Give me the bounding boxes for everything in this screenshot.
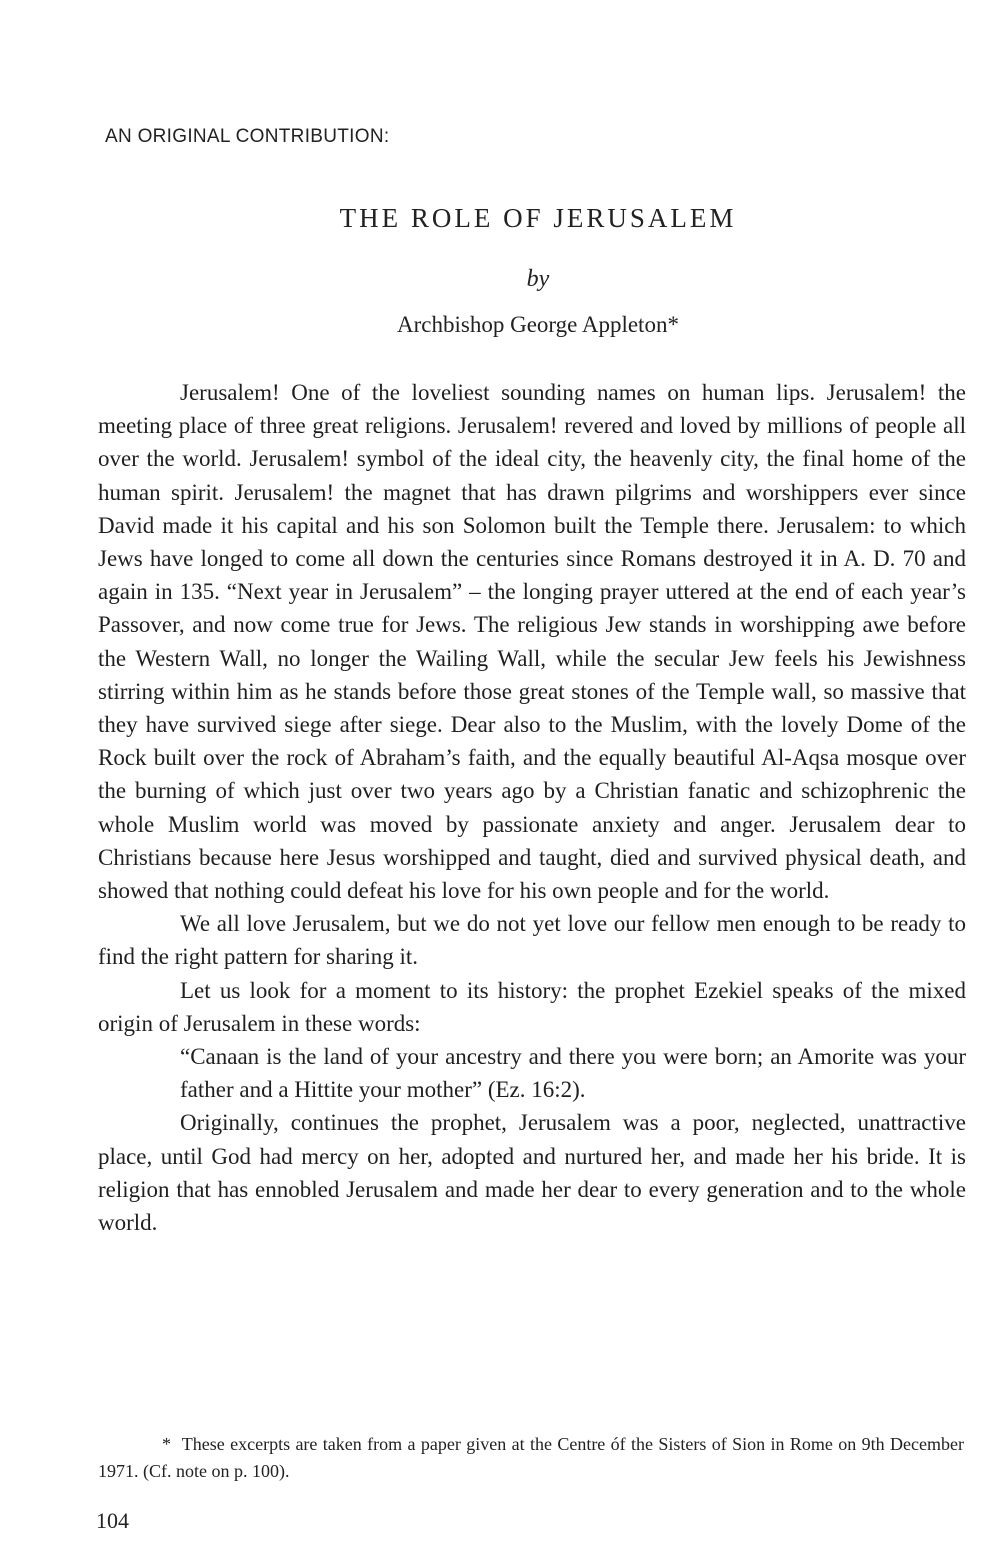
footnote bbox=[98, 1431, 964, 1485]
body-paragraph: We all love Jerusalem, but we do not yet love our fellow men enough to be ready to find the right pattern for sharing it. bbox=[98, 911, 966, 970]
article-title: THE ROLE OF JERUSALEM bbox=[339, 203, 737, 233]
article-body bbox=[98, 376, 966, 1239]
footnote-content bbox=[98, 1431, 964, 1485]
section-kicker: AN ORIGINAL CONTRIBUTION: bbox=[105, 126, 390, 147]
byline: by bbox=[526, 266, 550, 292]
footnote-marker: * bbox=[162, 1434, 171, 1454]
scripture-quote: “Canaan is the land of your ancestry and there you were born; an Amorite was your father and a Hittite your mother” (Ez. 16:2). bbox=[180, 1044, 966, 1103]
footnote-text: These excerpts are taken from a paper given at the Centre óf the Sisters of Sion in Rome on 9th December 1971. (Cf. note on p. 100). bbox=[98, 1434, 964, 1481]
body-paragraph: Let us look for a moment to its history: the prophet Ezekiel speaks of the mixed origin of Jerusalem in these words: bbox=[98, 977, 966, 1036]
body-paragraph: Jerusalem! One of the loveliest sounding names on human lips. Jerusalem! the meeting place of three great religions. Jerusalem! revered and loved by millions of people all over the world. Jerusalem! symbol of the ideal city, the heavenly city, the final home of the human spirit. Jerusalem! the magnet that has drawn pilgrims and worshippers ever since David made it his capital and his son Solomon built the Temple there. Jerusalem: to which Jews have longed to come all down the centuries since Romans destroyed it in A. D. 70 and again in 135. “Next year in Jerusalem” – the longing prayer uttered at the end of each year’s Passover, and now come true for Jews. The religious Jew stands in worshipping awe before the Western Wall, no longer the Wailing Wall, while the secular Jew feels his Jewishness stirring within him as he stands before those great stones of the Temple wall, so massive that they have survived siege after siege. Dear also to the Muslim, with the lovely Dome of the Rock built over the rock of Abraham’s faith, and the equally beautiful Al-Aqsa mosque over the burning of which just over two years ago by a Christian fanatic and schizophrenic the whole Muslim world was moved by passionate anxiety and anger. Jerusalem dear to Christians because here Jesus worshipped and taught, died and survived physical death, and showed that nothing could defeat his love for his own people and for the world. bbox=[98, 380, 966, 904]
body-paragraph: Originally, continues the prophet, Jerusalem was a poor, neglected, unattractive place, until God had mercy on her, adopted and nurtured her, and made her his bride. It is religion that has ennobled Jerusalem and made her dear to every generation and to the whole world. bbox=[98, 1110, 966, 1236]
page-number: 104 bbox=[96, 1508, 129, 1533]
author-name: Archbishop George Appleton* bbox=[397, 312, 679, 337]
